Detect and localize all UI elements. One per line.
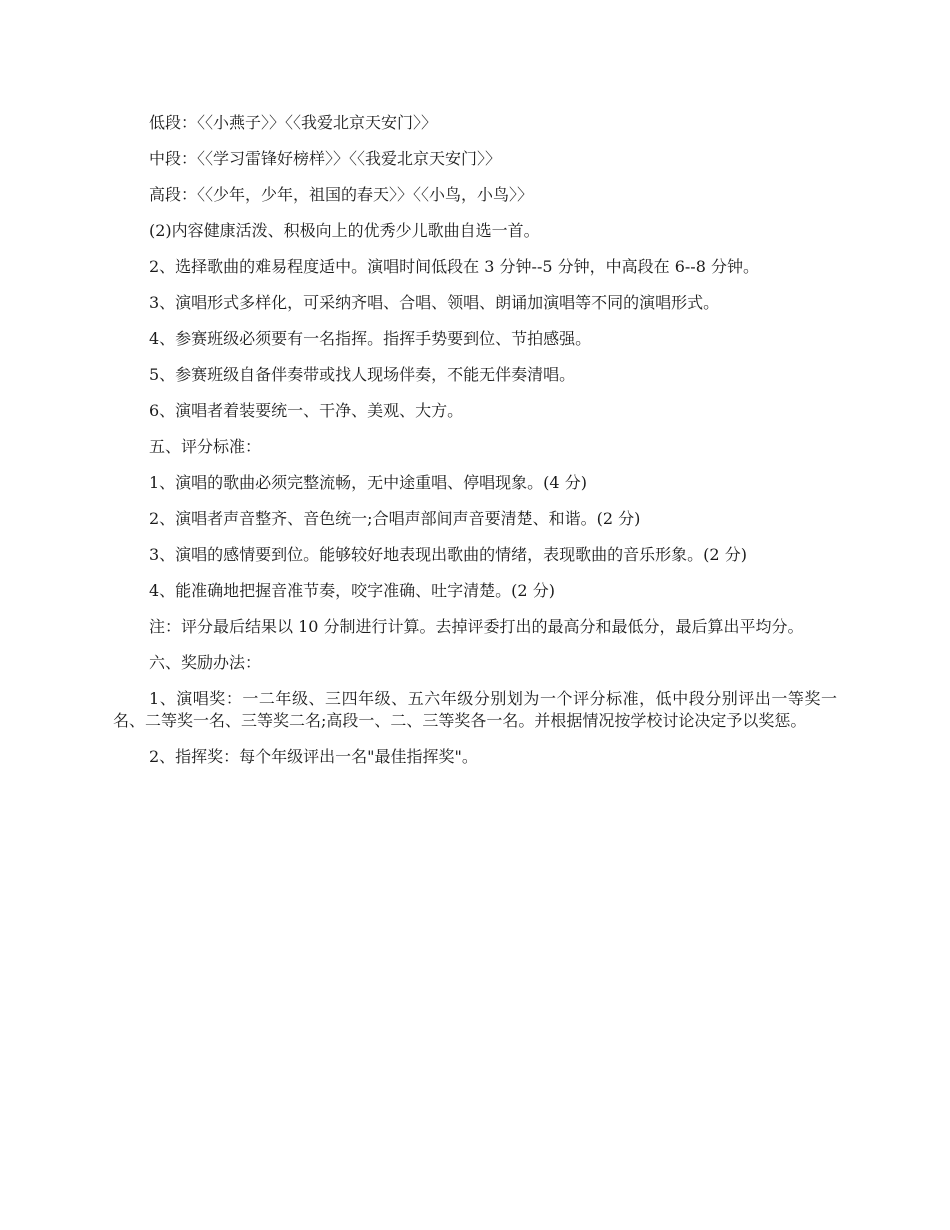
free-choice-song-rule: (2)内容健康活泼、积极向上的优秀少儿歌曲自选一首。 [149, 221, 540, 240]
song-list-middle-grade: 中段：〈〈学习雷锋好榜样〉〉〈〈我爱北京天安门〉〉 [149, 149, 502, 168]
award-item-conductor: 2、指挥奖：每个年级评出一名"最佳指挥奖"。 [149, 747, 478, 766]
scoring-note: 注：评分最后结果以 10 分制进行计算。去掉评委打出的最高分和最低分，最后算出平均分。 [149, 617, 804, 636]
scoring-item-3: 3、演唱的感情要到位。能够较好地表现出歌曲的情绪，表现歌曲的音乐形象。(2 分) [149, 545, 747, 564]
rule-conductor: 4、参赛班级必须要有一名指挥。指挥手势要到位、节拍感强。 [149, 329, 592, 348]
scoring-item-4: 4、能准确地把握音准节奏，咬字准确、吐字清楚。(2 分) [149, 581, 555, 600]
song-list-high-grade: 高段：〈〈少年，少年，祖国的春天〉〉〈〈小鸟，小鸟〉〉 [149, 185, 534, 204]
scoring-item-2: 2、演唱者声音整齐、音色统一;合唱声部间声音要清楚、和谐。(2 分) [149, 509, 641, 528]
rule-accompaniment: 5、参赛班级自备伴奏带或找人现场伴奏，不能无伴奏清唱。 [149, 365, 576, 384]
rule-costume: 6、演唱者着装要统一、干净、美观、大方。 [149, 401, 464, 420]
song-list-low-grade: 低段：〈〈小燕子〉〉〈〈我爱北京天安门〉〉 [149, 113, 438, 132]
award-item-singing: 1、演唱奖：一二年级、三四年级、五六年级分别划为一个评分标准，低中段分别评出一等奖一名、二等奖一名、三等奖二名;高段一、二、三等奖各一名。并根据情况按学校讨论决定予以奖惩。 [113, 689, 837, 730]
rule-performance-form: 3、演唱形式多样化，可采纳齐唱、合唱、领唱、朗诵加演唱等不同的演唱形式。 [149, 293, 720, 312]
document-body [113, 112, 837, 782]
section-heading-scoring: 五、评分标准： [149, 437, 262, 456]
rule-difficulty-duration: 2、选择歌曲的难易程度适中。演唱时间低段在 3 分钟--5 分钟，中高段在 6--8 分钟。 [149, 257, 759, 276]
section-heading-awards: 六、奖励办法： [149, 653, 262, 672]
scoring-item-1: 1、演唱的歌曲必须完整流畅，无中途重唱、停唱现象。(4 分) [149, 473, 587, 492]
